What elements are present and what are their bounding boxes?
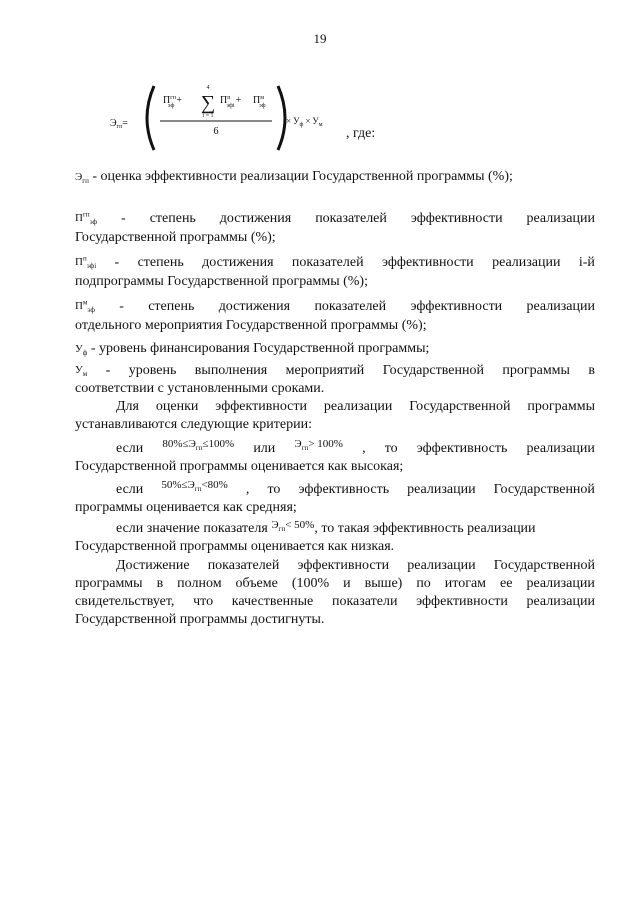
sum-upper: 4: [206, 85, 210, 91]
def-u-f: $У_ф$ - уровень финансирования Государственной программы;: [75, 341, 430, 358]
def-p-m-line2: отдельного мероприятия Государственной программы (%);: [75, 318, 427, 333]
conclusion-line1: Достижение показателей эффективности реализации Государственной: [116, 558, 595, 573]
def-p-p-line1: $П^п_{эфi}$ - степень достижения показателей эффективности реализации i-й: [75, 254, 595, 271]
page-number: 19: [313, 31, 327, 46]
symbol-p-m: $П^м_{эф}$: [75, 298, 95, 315]
left-paren: [147, 86, 154, 150]
criterion-low-line2: Государственной программы оценивается как низкая.: [75, 539, 395, 554]
efficiency-formula: [110, 78, 440, 158]
right-paren: [278, 86, 285, 150]
symbol-u-f: $У_ф$: [75, 343, 88, 358]
criterion-high-cond-a: $80\%\le Э_{гп}\le 100\%$: [162, 438, 235, 453]
symbol-u-m: $У_м$: [75, 364, 88, 379]
formula-tail: , где:: [346, 126, 376, 141]
numerator-term-gp: $П^{гп}$ эф +: [163, 95, 182, 109]
formula-graphic: [110, 78, 440, 158]
symbol-p-gp: $П^{гп}_{эф}$: [75, 210, 98, 227]
criterion-medium-line2: программы оценивается как средняя;: [75, 500, 297, 515]
def-p-gp-line2: Государственной программы (%);: [75, 230, 276, 245]
sum-symbol: ∑: [200, 92, 216, 114]
symbol-e-gp: $Э_{гп}$: [75, 171, 89, 186]
def-p-m-line1: $П^м_{эф}$ - степень достижения показателей эффективности реализации: [75, 298, 595, 315]
conclusion-line4: Государственной программы достигнуты.: [75, 612, 325, 627]
criteria-intro-line1: Для оценки эффективности реализации Государственной программы: [116, 399, 595, 414]
formula-lhs: $Э_{гп}=$: [110, 118, 128, 130]
numerator-term-m: $П^м$ эф: [253, 95, 266, 109]
formula-multipliers: × $У_ф \times У_м$: [286, 116, 323, 128]
symbol-p-p: $П^п_{эфi}$: [75, 254, 97, 271]
criterion-low-line1: если значение показателя $^{Э_{гп}< 50\%}$, то такая эффективность реализации: [116, 519, 536, 536]
criterion-high-line1: если $80\%\le Э_{гп}\le 100\%$ или $Э_{гп}> 100\%$ , то эффективность реализации: [116, 438, 595, 456]
sum-lower: i = 1: [202, 113, 214, 119]
def-u-m-line2: соответствии с установленными сроками.: [75, 381, 325, 396]
criterion-high-cond-b: $Э_{гп}> 100\%$: [294, 438, 343, 453]
criterion-medium-cond: $50\%\le Э_{гп}<80\%$: [161, 479, 228, 494]
numerator-term-p: $П^п$ эфi+: [220, 95, 242, 109]
conclusion-line2: программы в полном объеме (100% и выше) по итогам ее реализации: [75, 576, 595, 591]
conclusion-line3: свидетельствует, что качественные показатели эффективности реализации: [75, 594, 595, 609]
criterion-low-cond: Эгп< 50%: [271, 519, 315, 534]
criteria-intro-line2: устанавливаются следующие критерии:: [75, 417, 312, 432]
def-p-gp-line1: $П^{гп}_{эф}$ - степень достижения показателей эффективности реализации: [75, 210, 595, 227]
criterion-medium-line1: если $50\%\le Э_{гп}<80\%$ , то эффективность реализации Государственной: [116, 479, 595, 497]
criterion-high-line2: Государственной программы оценивается как высокая;: [75, 459, 404, 474]
denominator: 6: [213, 126, 219, 137]
def-p-p-line2: подпрограммы Государственной программы (%);: [75, 274, 368, 289]
def-e-gp: $Э_{гп}$ - оценка эффективности реализации Государственной программы (%);: [75, 169, 513, 186]
def-u-m-line1: $У_м$ - уровень выполнения мероприятий Государственной программы в: [75, 363, 595, 379]
